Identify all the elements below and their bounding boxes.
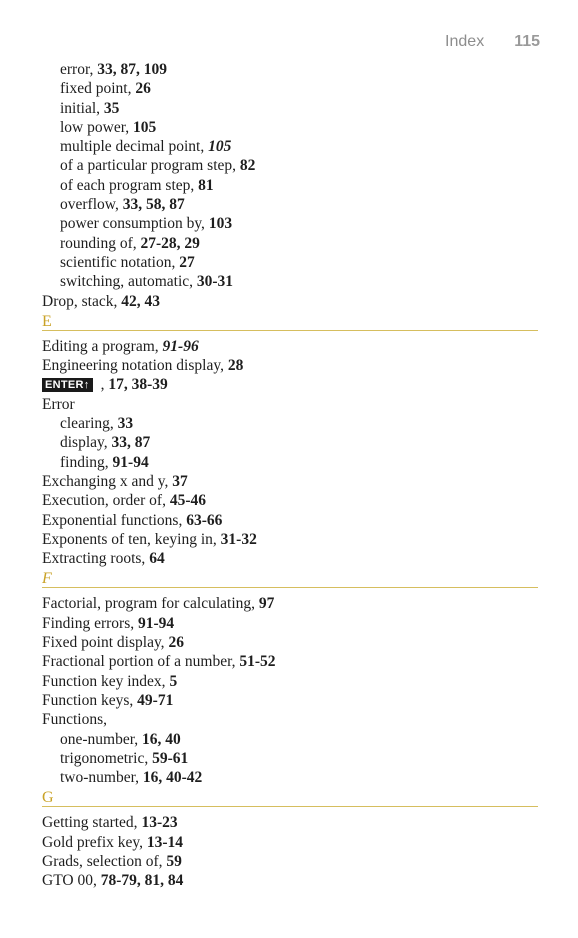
entry-page-refs: 33 [117,415,134,433]
entry-page-refs: 105 [208,138,232,156]
index-subentry [42,234,542,253]
entry-page-refs: 42, 43 [121,292,160,310]
entry-term: scientific notation, [60,253,180,271]
entry-page-refs: 16, 40 [142,730,181,748]
page-header [445,33,540,51]
entry-term: Error [42,395,75,413]
entry-page-refs: 26 [135,80,151,98]
index-subentry [42,768,542,787]
entry-term: power consumption by, [60,215,209,233]
enter-key-icon: ENTER↑ [42,378,93,392]
entry-term: two-number, [60,769,143,787]
entry-page-refs: 26 [168,634,184,652]
entry-page-refs: 35 [103,99,120,117]
entry-page-refs: 27 [179,253,195,271]
entry-term: low power, [60,118,133,136]
index-subentry [42,195,542,214]
index-entry [42,549,542,568]
entry-term: Grads, selection of, [42,852,167,870]
index-subentry [42,118,542,137]
section-rule [42,806,538,807]
section-divider-e [42,311,542,337]
entry-page-refs: 31-32 [220,530,257,548]
index-entry [42,633,542,652]
entry-page-refs: 13-14 [146,833,184,851]
entry-page-refs: 28 [227,357,244,375]
section-divider-g [42,787,542,813]
entry-page-refs: 16, 40-42 [142,769,203,787]
entry-term: of each program step, [60,176,199,194]
entry-term: Editing a program, [42,337,163,355]
entry-term: Functions, [42,711,108,729]
entry-page-refs: 91-94 [112,453,149,471]
index-subentry [42,99,542,118]
index-entry [42,852,542,871]
index-entry [42,530,542,549]
entry-term: finding, [60,453,113,471]
entry-term: of a particular program step, [60,157,240,175]
entry-term: Function key index, [42,672,170,690]
entry-page-refs: 105 [133,118,157,136]
index-entry [42,691,542,710]
index-subentry [42,749,542,768]
index-entry [42,594,542,613]
index-entry [42,614,542,633]
section-rule [42,330,538,331]
page-number: 115 [514,33,540,50]
index-entry [42,375,542,394]
entry-page-refs: 59-61 [152,749,189,767]
index-subentry [42,730,542,749]
entry-term: display, [60,434,112,452]
entry-page-refs: 64 [149,550,165,568]
index-entry [42,356,542,375]
entry-term: fixed point, [60,80,136,98]
entry-term: Exponents of ten, keying in, [42,530,221,548]
entry-page-refs: 91-94 [138,614,175,632]
section-letter: E [42,312,52,330]
entry-term: rounding of, [60,234,141,252]
entry-term: Execution, order of, [42,492,170,510]
entry-term: Finding errors, [42,614,139,632]
index-entry [42,813,542,832]
index-entry [42,395,542,414]
index-subentry [42,453,542,472]
entry-page-refs: 81 [198,176,214,194]
entry-term: Factorial, program for calculating, [42,595,259,613]
index-subentry [42,272,542,291]
entry-page-refs: 33, 87 [111,434,151,452]
index-entry [42,511,542,530]
entry-page-refs: 91-96 [162,337,199,355]
entry-page-refs: 33, 87, 109 [97,61,167,78]
index-entry [42,491,542,510]
entry-page-refs: 33, 58, 87 [122,196,185,214]
index-subentry [42,214,542,233]
entry-page-refs: 27-28, 29 [140,234,200,252]
index-subentry [42,137,542,156]
entry-term: overflow, [60,196,123,214]
entry-page-refs: 13-23 [141,814,178,832]
entry-page-refs: 49-71 [137,691,174,709]
index-entry [42,710,542,729]
index-entry [42,337,542,356]
entry-term: , [100,376,109,394]
entry-page-refs: 97 [258,595,275,613]
index-subentry [42,60,542,79]
index-entry [42,672,542,691]
index-subentry [42,156,542,175]
section-letter: F [42,570,52,588]
entry-page-refs: 37 [172,472,188,490]
index-subentry [42,176,542,195]
section-rule [42,587,538,588]
entry-page-refs: 82 [239,157,256,175]
index-entry [42,833,542,852]
entry-term: Engineering notation display, [42,357,228,375]
entry-term: initial, [60,99,104,117]
header-section-title: Index [445,33,485,50]
section-divider-f [42,568,542,594]
entry-page-refs: 59 [166,852,182,870]
index-subentry [42,79,542,98]
index-subentry [42,414,542,433]
entry-page-refs: 5 [169,672,178,690]
entry-term: GTO 00, [42,872,101,890]
index-entry [42,652,542,671]
index-entry [42,472,542,491]
index-subentry [42,433,542,452]
entry-term: Getting started, [42,814,142,832]
entry-term: Exponential functions, [42,511,187,529]
entry-term: Function keys, [42,691,138,709]
index-list [42,60,542,891]
entry-term: Fractional portion of a number, [42,653,240,671]
entry-term: Extracting roots, [42,550,150,568]
entry-page-refs: 103 [208,215,233,233]
entry-term: trigonometric, [60,749,153,767]
entry-term: multiple decimal point, [60,138,209,156]
entry-page-refs: 63-66 [186,511,223,529]
entry-term: switching, automatic, [60,273,197,291]
entry-page-refs: 30-31 [196,273,234,291]
entry-term: error, [60,61,98,78]
entry-page-refs: 45-46 [169,492,207,510]
index-entry [42,871,542,890]
entry-term: Drop, stack, [42,292,122,310]
index-subentry [42,253,542,272]
entry-page-refs: 17, 38-39 [108,376,168,394]
section-letter: G [42,789,54,807]
entry-term: Gold prefix key, [42,833,147,851]
entry-page-refs: 78-79, 81, 84 [100,872,184,890]
index-entry [42,292,542,311]
entry-term: clearing, [60,415,118,433]
entry-term: Fixed point display, [42,634,169,652]
entry-term: one-number, [60,730,143,748]
entry-term: Exchanging x and y, [42,472,173,490]
entry-page-refs: 51-52 [239,653,276,671]
